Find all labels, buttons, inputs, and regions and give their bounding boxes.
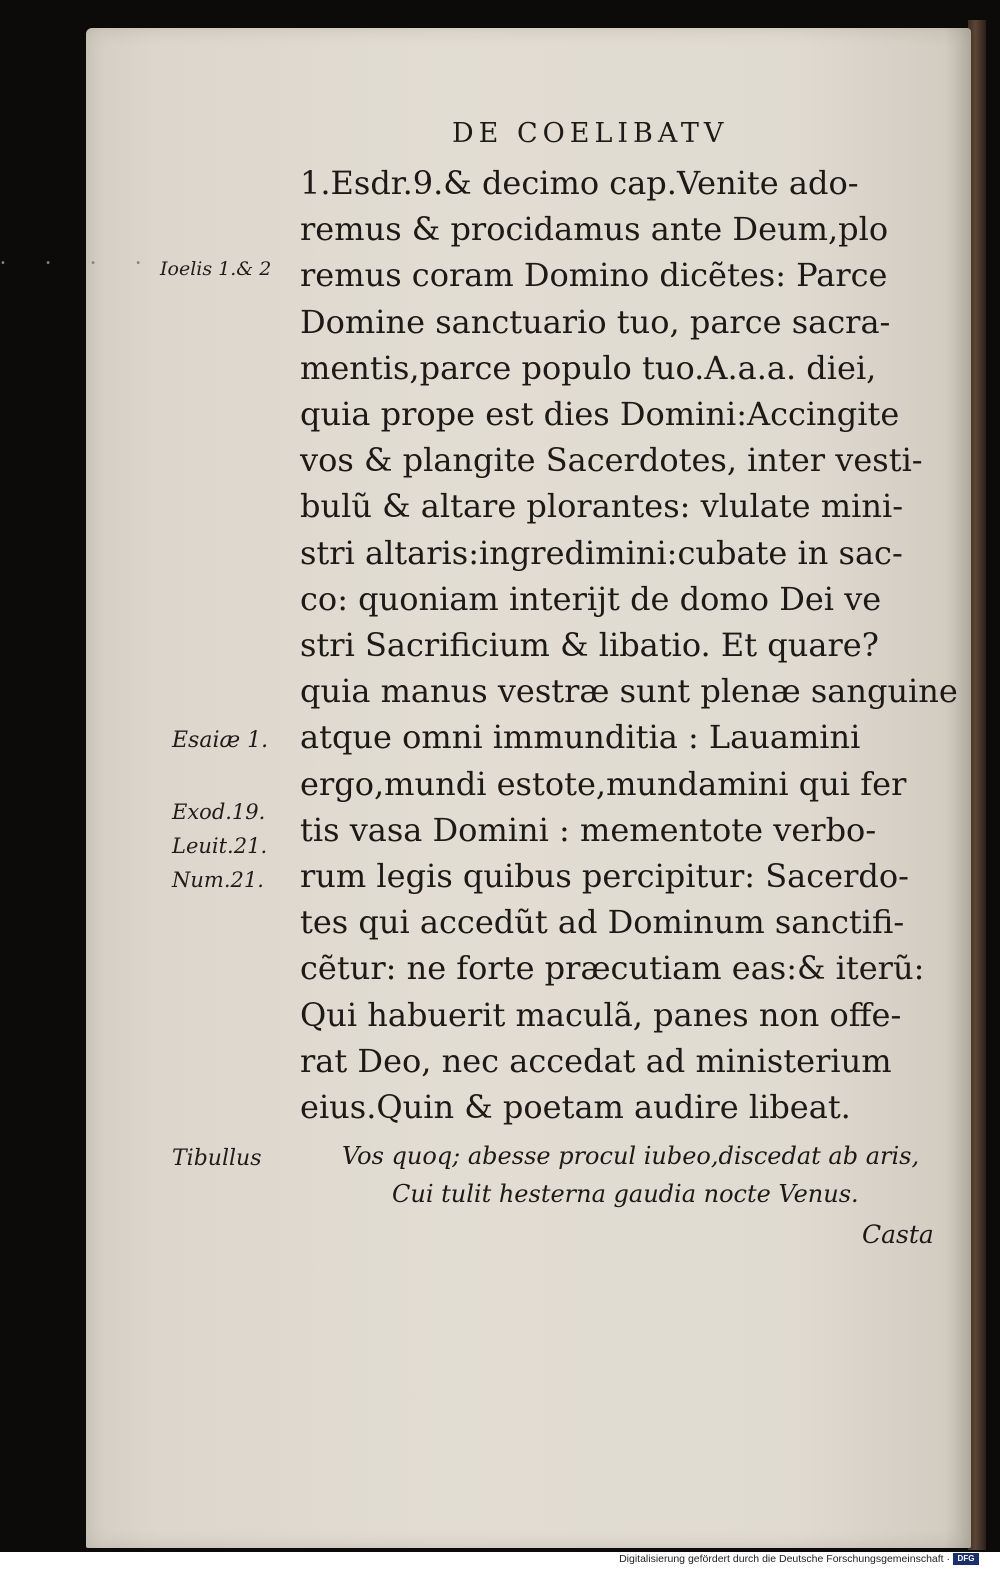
margin-note-num: Num.21. bbox=[172, 868, 264, 892]
body-line: ergo,mundi estote,mundamini qui fer bbox=[300, 764, 907, 803]
body-line: remus coram Domino dicẽtes: Parce bbox=[300, 256, 888, 295]
margin-note-esaia: Esaiæ 1. bbox=[172, 728, 269, 753]
body-line: stri altaris:ingredimini:cubate in sac- bbox=[300, 533, 903, 572]
body-line: rum legis quibus percipitur: Sacerdo- bbox=[300, 857, 909, 896]
body-line: Qui habuerit maculã, panes non offe- bbox=[300, 995, 902, 1034]
body-line: quia prope est dies Domini:Accingite bbox=[300, 395, 900, 434]
dfg-logo-icon: DFG bbox=[953, 1553, 979, 1565]
body-line: bulũ & altare plorantes: vlulate mini- bbox=[300, 487, 903, 526]
footer-credit: Digitalisierung gefördert durch die Deutsche Forschungsgemeinschaft · bbox=[619, 1553, 950, 1565]
body-line: quia manus vestræ sunt plenæ sanguine bbox=[300, 672, 958, 711]
body-line: vos & plangite Sacerdotes, inter vesti- bbox=[300, 441, 923, 480]
body-text bbox=[300, 160, 958, 1130]
body-line: cẽtur: ne forte præcutiam eas:& iterũ: bbox=[300, 949, 925, 988]
body-line: co: quoniam interijt de domo Dei ve bbox=[300, 579, 882, 618]
body-line: tes qui accedũt ad Dominum sanctifi- bbox=[300, 903, 905, 942]
body-line: rat Deo, nec accedat ad ministerium bbox=[300, 1041, 892, 1080]
margin-note-exod: Exod.19. bbox=[172, 800, 266, 824]
verse-line: Cui tulit hesterna gaudia nocte Venus. bbox=[392, 1180, 859, 1208]
body-line: 1.Esdr.9.& decimo cap.Venite ado- bbox=[300, 164, 859, 202]
body-line: stri Sacrificium & libatio. Et quare? bbox=[300, 626, 879, 665]
catchword: Casta bbox=[862, 1220, 934, 1249]
body-line: eius.Quin & poetam audire libeat. bbox=[300, 1088, 851, 1127]
margin-note-joel: Ioelis 1.& 2 bbox=[160, 258, 272, 280]
body-line: tis vasa Domini : mementote verbo- bbox=[300, 810, 877, 849]
margin-note-leuit: Leuit.21. bbox=[172, 834, 268, 858]
margin-note-tibullus: Tibullus bbox=[172, 1146, 262, 1171]
body-line: Domine sanctuario tuo, parce sacra- bbox=[300, 302, 891, 341]
running-head: DE COELIBATV bbox=[452, 118, 729, 149]
verse-line: Vos quoq; abesse procul iubeo,discedat ab aris, bbox=[342, 1142, 920, 1170]
body-line: remus & procidamus ante Deum,plo bbox=[300, 210, 889, 249]
body-line: atque omni immunditia : Lauamini bbox=[300, 718, 861, 757]
margin-dots: • • • • bbox=[0, 258, 160, 269]
body-line: mentis,parce populo tuo.A.a.a. diei, bbox=[300, 348, 877, 387]
